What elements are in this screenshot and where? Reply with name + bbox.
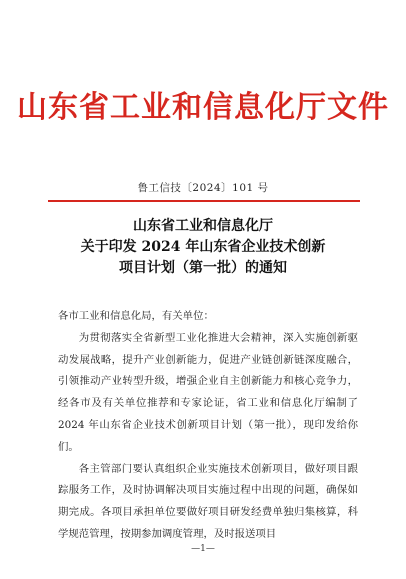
notice-title: [0, 216, 406, 279]
salutation: 各市工业和信息化局，有关单位：: [58, 310, 214, 322]
page-number: —1—: [191, 544, 215, 554]
notice-title-line-2: 关于印发 2024 年山东省企业技术创新: [80, 239, 326, 255]
document-header-title: 山东省工业和信息化厅文件: [17, 90, 389, 125]
notice-body: [58, 306, 358, 546]
notice-title-line-3: 项目计划（第一批）的通知: [119, 260, 287, 276]
document-number: 鲁工信技〔2024〕101 号: [137, 182, 269, 194]
body-paragraph-1: 为贯彻落实全省新型工业化推进大会精神，深入实施创新驱动发展战略，提升产业创新能力，促进产业链创新链深度融合，引领推动产业转型升级，增强企业自主创新能力和核心竞争力，经各市及有关单位推荐和专家论证，省工业和信息化厅编制了 2024 年山东省企业技术创新项目计划（第一批），现印发给你们。: [58, 331, 358, 453]
notice-title-line-1: 山东省工业和信息化厅: [133, 218, 273, 234]
red-divider-line: [48, 200, 360, 202]
body-paragraph-2: 各主管部门要认真组织企业实施技术创新项目，做好项目跟踪服务工作，及时协调解决项目实施过程中出现的问题，确保如期完成。各项目承担单位要做好项目研发经费单独归集核算，科学规范管理，按期参加调度管理，及时报送项目: [58, 462, 358, 540]
